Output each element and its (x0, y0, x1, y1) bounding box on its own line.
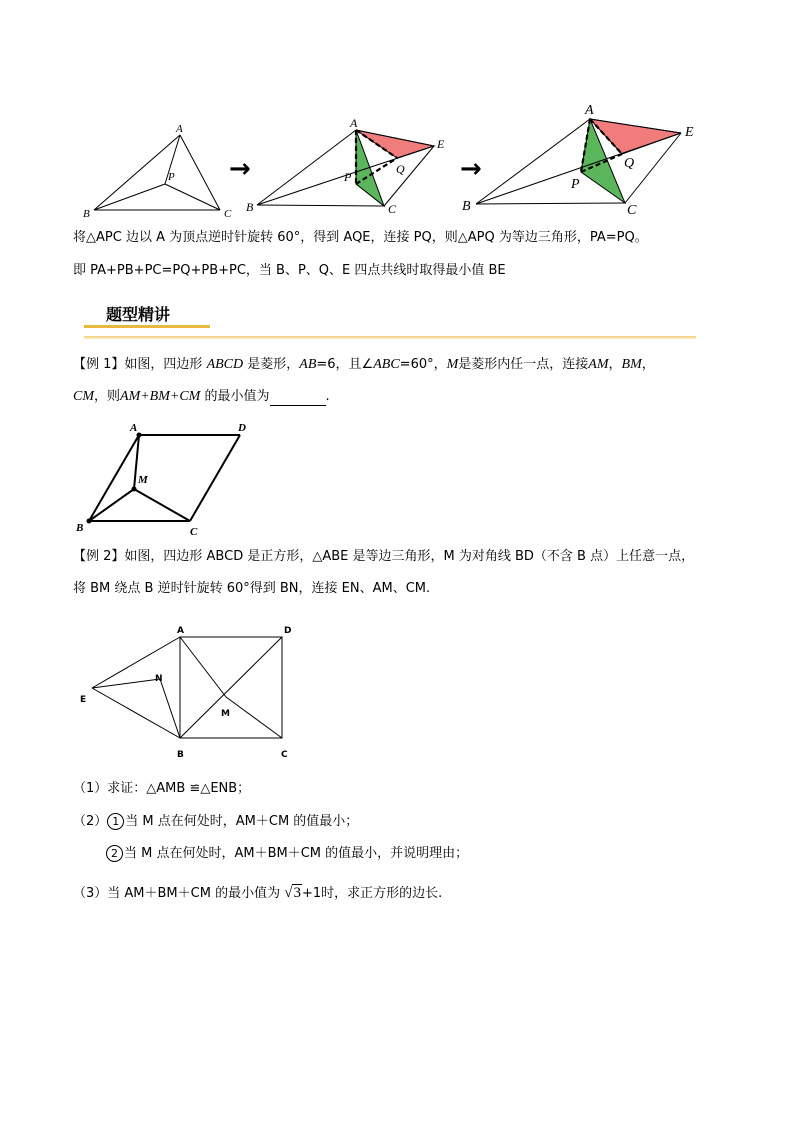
example1-line-1: 【例 1】如图，四边形 ABCD 是菱形，AB=6，且∠ABC=60°，M是菱形内任一点，连接AM，BM， (73, 357, 655, 372)
section-divider (84, 336, 696, 339)
label-C: C (627, 203, 637, 218)
label-B: B (177, 750, 184, 760)
label-C: C (281, 750, 288, 760)
question-2a: （2） 1 当 M 点在何处时，AM＋CM 的值最小； (73, 814, 359, 829)
arrow-1: → (229, 154, 251, 184)
intro-figure-2 (244, 112, 456, 220)
answer-blank[interactable] (270, 391, 326, 406)
label-Q: Q (396, 162, 405, 176)
label-C: C (224, 208, 232, 220)
label-C: C (388, 202, 397, 216)
label-D: D (284, 626, 292, 636)
intro-figure-3 (458, 98, 704, 222)
label-B: B (462, 199, 471, 214)
example1-figure (72, 418, 262, 540)
label-N: N (155, 674, 163, 684)
example1-line-2: CM，则AM+BM+CM 的最小值为 . (73, 389, 330, 404)
label-E: E (685, 125, 694, 140)
example2-line-2: 将 BM 绕点 B 逆时针旋转 60°得到 BN，连接 EN、AM、CM. (73, 581, 431, 596)
circled-number-2: 2 (106, 845, 123, 862)
label-M: M (138, 474, 148, 486)
sqrt-expression: √3 (284, 885, 301, 901)
section-title: 题型精讲 (106, 305, 171, 324)
label-C: C (190, 526, 198, 538)
intro-figure-1 (80, 118, 240, 224)
question-2b: 2 当 M 点在何处时，AM＋BM＋CM 的值最小，并说明理由； (106, 845, 468, 863)
label-A: A (350, 116, 358, 130)
example2-line-1: 【例 2】如图，四边形 ABCD 是正方形，△ABE 是等边三角形，M 为对角线 BD（不含 B 点）上任意一点， (73, 549, 695, 564)
label-B: B (246, 200, 254, 214)
label-B: B (76, 522, 84, 534)
label-E: E (437, 137, 445, 151)
intro-line-1: 将△APC 边以 A 为顶点逆时针旋转 60°，得到 AQE，连接 PQ，则△APQ 为等边三角形，PA=PQ。 (73, 230, 648, 245)
label-A: A (130, 422, 138, 434)
label-A: A (585, 103, 594, 118)
label-P: P (344, 170, 352, 184)
circled-number-1: 1 (107, 813, 124, 830)
section-title-underline (84, 325, 210, 328)
example2-tag: 【例 2】 (73, 549, 125, 564)
label-Q: Q (624, 156, 635, 171)
question-1: （1）求证：△AMB ≌△ENB； (73, 781, 251, 796)
label-A: A (177, 626, 184, 636)
label-A: A (176, 123, 183, 135)
label-D: D (238, 422, 246, 434)
label-E: E (80, 695, 87, 705)
label-P: P (168, 171, 175, 183)
question-3: （3）当 AM＋BM＋CM 的最小值为 √3+1时，求正方形的边长. (73, 885, 443, 901)
example2-figure (76, 618, 298, 766)
label-B: B (83, 208, 90, 220)
arrow-2: → (460, 154, 482, 184)
example1-tag: 【例 1】 (73, 357, 125, 372)
intro-line-2: 即 PA+PB+PC=PQ+PB+PC，当 B、P、Q、E 四点共线时取得最小值 BE (73, 263, 506, 278)
label-P: P (571, 177, 580, 192)
label-M: M (221, 709, 230, 719)
